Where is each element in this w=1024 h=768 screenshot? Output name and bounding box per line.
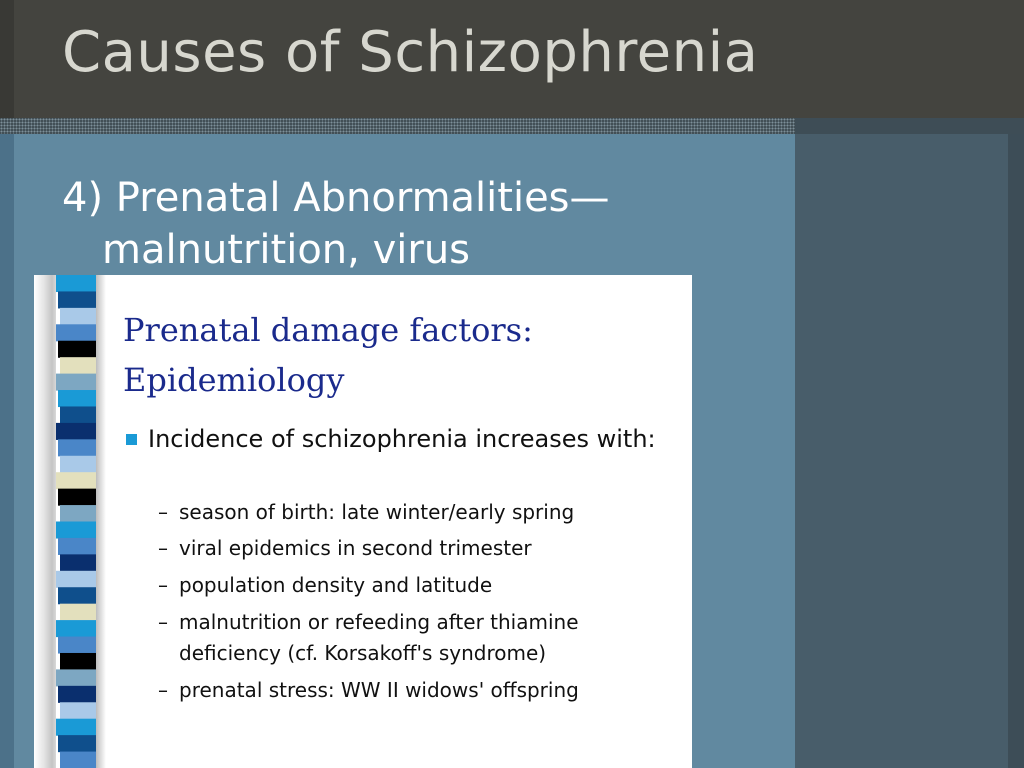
stripe-block [60,604,96,621]
stripe-block [56,669,96,686]
embedded-bullet [126,423,666,455]
decorative-block-stripe [56,275,96,768]
main-bullet-line2: malnutrition, virus [102,227,471,273]
stripe-block [60,308,96,325]
main-bullet [62,172,762,276]
dash-marker: – [158,678,168,702]
stripe-block [60,406,96,423]
dash-marker: – [158,536,168,560]
embedded-title [123,305,533,405]
stripe-block [58,538,96,555]
stripe-block [56,719,96,736]
left-accent-strip [0,134,14,768]
stripe-block [60,752,96,768]
right-side-panel [795,134,1008,768]
stripe-block [60,357,96,374]
stripe-block [56,275,96,292]
sub-item-text: viral epidemics in second trimester [179,536,532,560]
header-left-edge [0,0,14,118]
dash-marker: – [158,573,168,597]
stripe-block [58,439,96,456]
stripe-block [60,702,96,719]
embedded-bullet-text: Incidence of schizophrenia increases with: [148,425,656,453]
stripe-shade [96,275,106,768]
dash-marker: – [158,500,168,524]
sub-item [158,570,678,601]
embedded-title-line1: Prenatal damage factors: [123,311,533,349]
stripe-block [56,324,96,341]
sub-item [158,533,678,564]
divider-right-segment [795,118,1024,134]
sub-item [158,497,678,528]
sub-item-text: prenatal stress: WW II widows' offspring [179,678,579,702]
slide-title: Causes of Schizophrenia [62,20,759,85]
stripe-block [58,489,96,506]
square-bullet-icon [126,434,137,445]
dash-marker: – [158,610,168,634]
stripe-block [60,554,96,571]
main-bullet-line1: 4) Prenatal Abnormalities— [62,175,610,221]
stripe-block [60,505,96,522]
stripe-block [56,472,96,489]
stripe-block [58,587,96,604]
embedded-slide-image [34,275,692,768]
stripe-block [60,653,96,670]
stripe-block [58,637,96,654]
stripe-block [58,686,96,703]
stripe-block [58,341,96,358]
stripe-block [58,735,96,752]
sub-item [158,607,678,669]
sub-item-text: population density and latitude [179,573,493,597]
stripe-block [56,620,96,637]
stripe-block [56,423,96,440]
sub-item-text: season of birth: late winter/early spring [179,500,575,524]
stripe-block [56,374,96,391]
stripe-block [60,456,96,473]
stripe-block [56,571,96,588]
slide-header [0,0,1024,118]
embedded-shadow [34,275,56,768]
right-edge-strip [1008,134,1024,768]
stripe-block [56,522,96,539]
embedded-title-line2: Epidemiology [123,361,345,399]
stripe-block [58,291,96,308]
sub-item-text: malnutrition or refeeding after thiamine deficiency (cf. Korsakoff's syndrome) [179,610,579,665]
sub-item [158,675,678,706]
stripe-block [58,390,96,407]
